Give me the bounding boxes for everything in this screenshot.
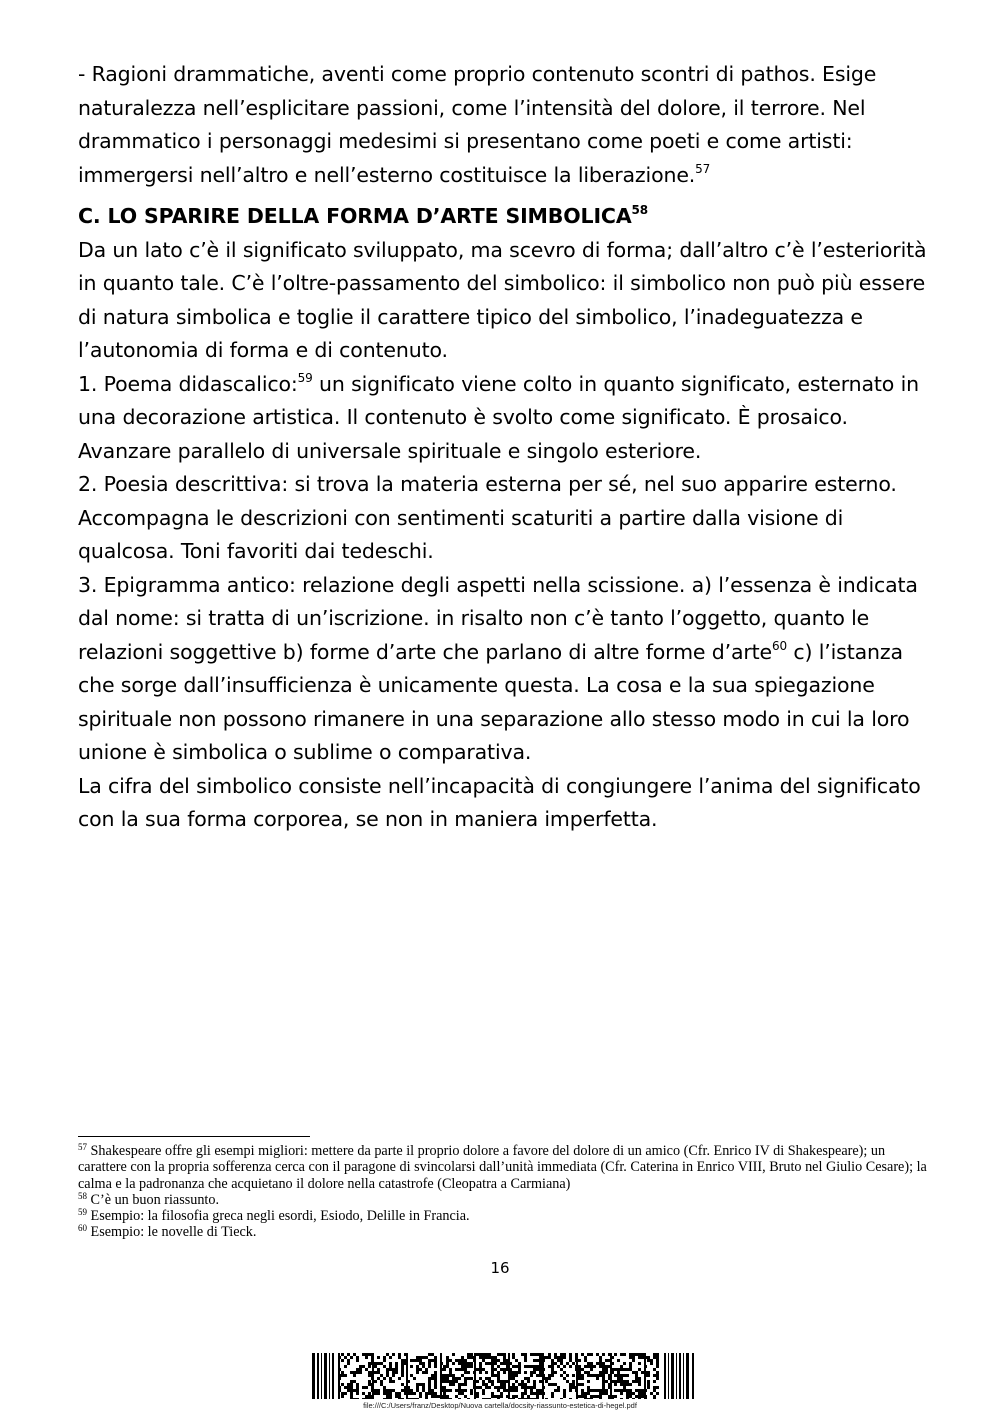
footnote-57: $^{57}$ Shakespeare offre gli esempi migliori: mettere da parte il proprio dolore a favore del dolore di un amico (Cfr. Enrico IV di Shakespeare); un carattere con la propria sofferenza cerca con il paragone di svincolarsi dall’unità immediata (Cfr. Caterina in Enrico VIII, Bruto nel Giulio Cesare); la calma e la padronanza che acquietano il dolore nella catastrofe (Cleopatra a Carmiana) xyxy=(78,1142,927,1192)
paragraph-drammatiche: - Ragioni drammatiche, aventi come proprio contenuto scontri di pathos. Esige naturalezza nell’esplicitare passioni, come l’intensità del dolore, il terrore. Nel drammatico i personaggi medesimi si presentano come poeti e come artisti: immergersi nell’altro e nell’esterno costituisce la liberazione.$^{57}$ xyxy=(78,62,877,187)
section-heading: C. LO SPARIRE DELLA FORMA D’ARTE SIMBOLICA$^{58}$ xyxy=(78,203,648,228)
footnote-58: $^{58}$ C’è un buon riassunto. xyxy=(78,1190,220,1208)
paragraph-conclusion: La cifra del simbolico consiste nell’incapacità di congiungere l’anima del significato con la sua forma corporea, se non in maniera imperfetta. xyxy=(78,773,921,831)
footnotes xyxy=(78,1143,928,1241)
footnote-60: $^{60}$ Esempio: le novelle di Tieck. xyxy=(78,1223,257,1241)
file-path: file:///C:/Users/franz/Desktop/Nuova cartella/docsity-riassunto-estetica-di-hegel.pdf xyxy=(363,1401,637,1410)
paragraph-poema-didascalico: 1. Poema didascalico:$^{59}$ un significato viene colto in quanto significato, esternato in una decorazione artistica. Il contenuto è svolto come significato. È prosaico. Avanzare parallelo di universale spirituale e singolo esteriore. xyxy=(78,370,919,463)
main-text xyxy=(78,58,928,837)
footnote-ref-60[interactable]: 60 xyxy=(772,638,787,653)
footnote-ref-57[interactable]: 57 xyxy=(695,161,711,176)
footnote-ref-59[interactable]: 59 xyxy=(297,370,313,385)
footnote-59: $^{59}$ Esempio: la filosofia greca negli esordi, Esiodo, Delille in Francia. xyxy=(78,1207,470,1225)
footnote-separator xyxy=(78,1136,310,1137)
paragraph-intro: Da un lato c’è il significato sviluppato, ma scevro di forma; dall’altro c’è l’esteriorità in quanto tale. C’è l’oltre-passamento del simbolico: il simbolico non può più essere di natura simbolica e toglie il carattere tipico del simbolico, l’inadeguatezza e l’autonomia di forma e di contenuto. xyxy=(78,237,927,362)
page-number: 16 xyxy=(490,1259,510,1277)
barcode-image xyxy=(312,1353,696,1399)
paragraph-poesia-descrittiva: 2. Poesia descrittiva: si trova la materia esterna per sé, nel suo apparire esterno. Accompagna le descrizioni con sentimenti scaturiti a partire dalla visione di qualcosa. Toni favoriti dai tedeschi. xyxy=(78,472,897,563)
paragraph-epigramma: 3. Epigramma antico: relazione degli aspetti nella scissione. a) l’essenza è indicata dal nome: si tratta di un’iscrizione. in risalto non c’è tanto l’oggetto, quanto le relazioni soggettive b) forme d’arte che parlano di altre forme d’arte$^{60}$ c) l’istanza che sorge dall’insufficienza è unicamente questa. La cosa e la sua spiegazione spirituale non possono rimanere in una separazione allo stesso modo in cui la loro unione è simbolica o sublime o comparativa. xyxy=(78,572,918,764)
footnote-ref-58[interactable]: 58 xyxy=(631,203,648,217)
